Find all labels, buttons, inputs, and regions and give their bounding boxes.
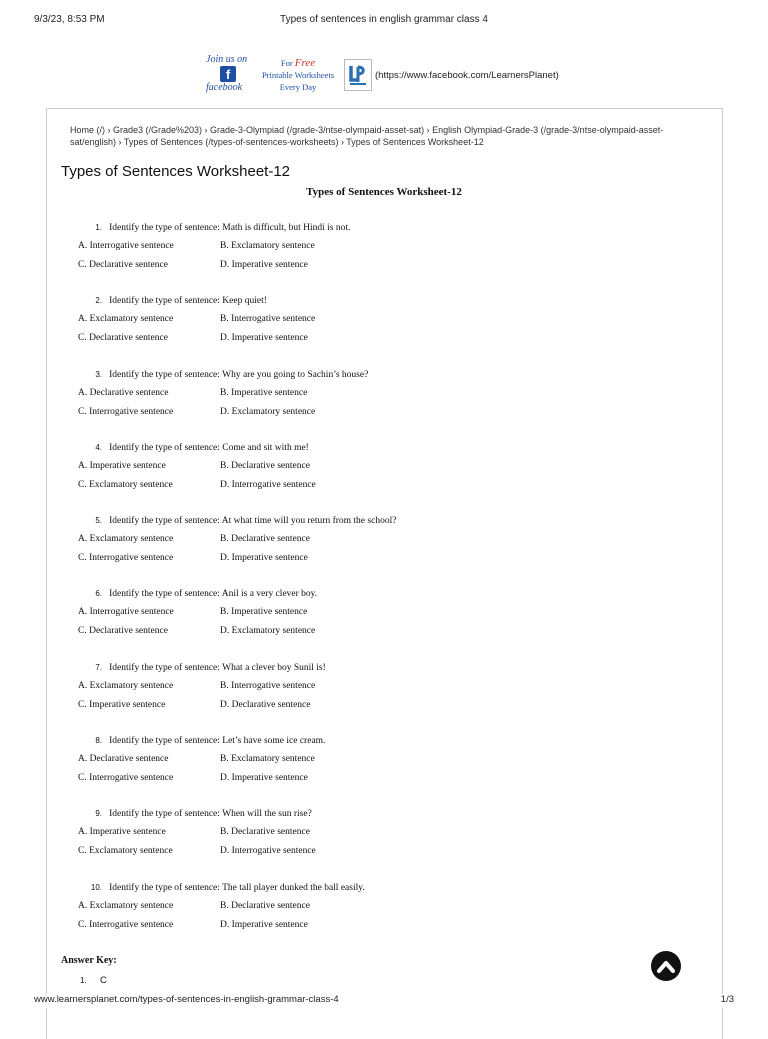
- option-c: C. Interrogative sentence: [78, 553, 174, 564]
- option-c: C. Imperative sentence: [78, 699, 166, 710]
- options-row: [78, 479, 678, 491]
- question-item: [78, 587, 678, 660]
- options-row: [78, 332, 678, 344]
- option-c: C. Exclamatory sentence: [78, 479, 173, 490]
- options-row: [78, 919, 678, 931]
- options-row: [78, 552, 678, 564]
- question-item: [78, 661, 678, 734]
- question-line: [78, 734, 678, 747]
- option-b: B. Interrogative sentence: [220, 314, 316, 325]
- option-c: C. Exclamatory sentence: [78, 846, 173, 857]
- question-item: [78, 881, 678, 954]
- for-text: For: [280, 58, 293, 68]
- learners-planet-icon: [347, 62, 369, 88]
- answer-key-item: [80, 975, 107, 986]
- option-a: A. Exclamatory sentence: [78, 900, 174, 911]
- option-a: A. Imperative sentence: [78, 460, 166, 471]
- question-line: [78, 368, 678, 381]
- option-a: A. Exclamatory sentence: [78, 680, 174, 691]
- question-list: [78, 221, 678, 954]
- question-line: [78, 587, 678, 600]
- question-number: 2.: [95, 296, 102, 306]
- question-item: [78, 294, 678, 367]
- facebook-banner[interactable]: [204, 52, 559, 98]
- option-a: A. Declarative sentence: [78, 754, 169, 765]
- question-line: [78, 221, 678, 234]
- question-item: [78, 514, 678, 587]
- free-worksheets-promo: [256, 57, 340, 93]
- footer-url: www.learnersplanet.com/types-of-sentences-in-english-grammar-class-4: [34, 994, 339, 1005]
- option-b: B. Declarative sentence: [220, 460, 310, 471]
- option-d: D. Imperative sentence: [220, 333, 308, 344]
- page-number: 1/3: [720, 994, 734, 1005]
- facebook-link[interactable]: (https://www.facebook.com/LearnersPlanet): [375, 69, 559, 81]
- options-row: [78, 460, 678, 472]
- options-row: [78, 699, 678, 711]
- chevron-up-icon: [657, 959, 675, 973]
- options-row: [78, 826, 678, 838]
- question-line: [78, 807, 678, 820]
- learners-planet-logo: [344, 59, 372, 91]
- option-d: D. Imperative sentence: [220, 919, 308, 930]
- option-a: A. Imperative sentence: [78, 827, 166, 838]
- question-text: Identify the type of sentence: At what time will you return from the school?: [109, 516, 397, 527]
- option-a: A. Exclamatory sentence: [78, 534, 174, 545]
- print-datetime: 9/3/23, 8:53 PM: [34, 14, 105, 25]
- option-c: C. Declarative sentence: [78, 333, 168, 344]
- question-line: [78, 881, 678, 894]
- page-title: Types of Sentences Worksheet-12: [61, 163, 291, 180]
- question-item: [78, 221, 678, 294]
- print-page-title: Types of sentences in english grammar class 4: [280, 14, 488, 25]
- question-text: Identify the type of sentence: Anil is a very clever boy.: [109, 589, 318, 600]
- print-header: [34, 14, 734, 30]
- scroll-to-top-button[interactable]: [651, 951, 681, 981]
- question-item: [78, 368, 678, 441]
- question-number: 1.: [95, 223, 102, 232]
- question-number: 10.: [90, 882, 102, 892]
- option-d: D. Interrogative sentence: [220, 846, 316, 857]
- option-b: B. Imperative sentence: [220, 607, 308, 618]
- question-text: Identify the type of sentence: The tall player dunked the ball easily.: [109, 882, 365, 893]
- options-row: [78, 240, 678, 252]
- question-line: [78, 661, 678, 674]
- breadcrumb[interactable]: Home (/) › Grade3 (/Grade%203) › Grade-3-Olympiad (/grade-3/ntse-olympaid-asset-sat) › English Olympiad-Grade-3 (/grade-3/ntse-olympaid-asset-sat/english) › Types of Sentences (/types-of-sentences-worksheets) › Types of Sentences Worksheet-12: [70, 125, 664, 147]
- facebook-icon: f: [220, 66, 236, 82]
- question-text: Identify the type of sentence: Keep quiet!: [109, 296, 267, 307]
- option-b: B. Exclamatory sentence: [220, 241, 315, 251]
- facebook-join-badge[interactable]: [204, 52, 254, 98]
- answer-key-number: 1.: [80, 976, 87, 985]
- question-text: Identify the type of sentence: Why are you going to Sachin’s house?: [109, 369, 369, 380]
- facebook-wordmark: facebook: [206, 82, 243, 93]
- question-line: [78, 441, 678, 454]
- option-c: C. Declarative sentence: [78, 260, 168, 270]
- every-day-text: Every Day: [279, 82, 317, 92]
- question-number: 6.: [95, 589, 102, 599]
- question-text: Identify the type of sentence: What a clever boy Sunil is!: [109, 662, 326, 673]
- option-d: D. Imperative sentence: [220, 773, 308, 784]
- question-number: 5.: [95, 516, 102, 526]
- question-text: Identify the type of sentence: Let’s have some ice cream.: [109, 736, 326, 747]
- question-line: [78, 514, 678, 527]
- options-row: [78, 387, 678, 399]
- free-text: Free: [294, 57, 316, 69]
- question-text: Identify the type of sentence: When will the sun rise?: [109, 809, 312, 820]
- print-footer: [34, 994, 734, 1008]
- answer-key-heading: Answer Key:: [61, 955, 117, 966]
- answer-key-value: C: [100, 975, 107, 986]
- worksheet-heading: Types of Sentences Worksheet-12: [306, 186, 462, 198]
- options-row: [78, 313, 678, 325]
- question-number: 9.: [95, 809, 102, 819]
- option-b: B. Declarative sentence: [220, 827, 310, 838]
- options-row: [78, 900, 678, 912]
- option-c: C. Interrogative sentence: [78, 773, 174, 784]
- question-number: 8.: [95, 736, 102, 746]
- option-c: C. Declarative sentence: [78, 626, 168, 637]
- question-line: [78, 294, 678, 307]
- printable-worksheets-text: Printable Worksheets: [261, 70, 335, 80]
- question-item: [78, 734, 678, 807]
- options-row: [78, 753, 678, 765]
- question-number: 4.: [95, 442, 102, 452]
- option-d: D. Imperative sentence: [220, 260, 308, 270]
- option-b: B. Imperative sentence: [220, 387, 308, 398]
- options-row: [78, 533, 678, 545]
- option-c: C. Interrogative sentence: [78, 406, 174, 417]
- options-row: [78, 259, 678, 271]
- options-row: [78, 625, 678, 637]
- option-a: A. Exclamatory sentence: [78, 314, 174, 325]
- option-d: D. Declarative sentence: [220, 699, 311, 710]
- options-row: [78, 772, 678, 784]
- option-d: D. Exclamatory sentence: [220, 626, 316, 637]
- options-row: [78, 845, 678, 857]
- option-b: B. Declarative sentence: [220, 900, 310, 911]
- option-b: B. Declarative sentence: [220, 534, 310, 545]
- question-number: 7.: [95, 662, 102, 672]
- question-text: Identify the type of sentence: Come and sit with me!: [109, 442, 309, 453]
- option-a: A. Interrogative sentence: [78, 241, 174, 251]
- option-b: B. Interrogative sentence: [220, 680, 316, 691]
- join-us-text: Join us on: [206, 54, 248, 65]
- option-a: A. Declarative sentence: [78, 387, 169, 398]
- options-row: [78, 406, 678, 418]
- question-item: [78, 441, 678, 514]
- option-d: D. Interrogative sentence: [220, 479, 316, 490]
- options-row: [78, 606, 678, 618]
- option-b: B. Exclamatory sentence: [220, 754, 315, 765]
- question-number: 3.: [95, 369, 102, 379]
- option-d: D. Imperative sentence: [220, 553, 308, 564]
- option-d: D. Exclamatory sentence: [220, 406, 316, 417]
- option-a: A. Interrogative sentence: [78, 607, 174, 618]
- question-text: Identify the type of sentence: Math is difficult, but Hindi is not.: [109, 223, 351, 233]
- options-row: [78, 680, 678, 692]
- option-c: C. Interrogative sentence: [78, 919, 174, 930]
- question-item: [78, 807, 678, 880]
